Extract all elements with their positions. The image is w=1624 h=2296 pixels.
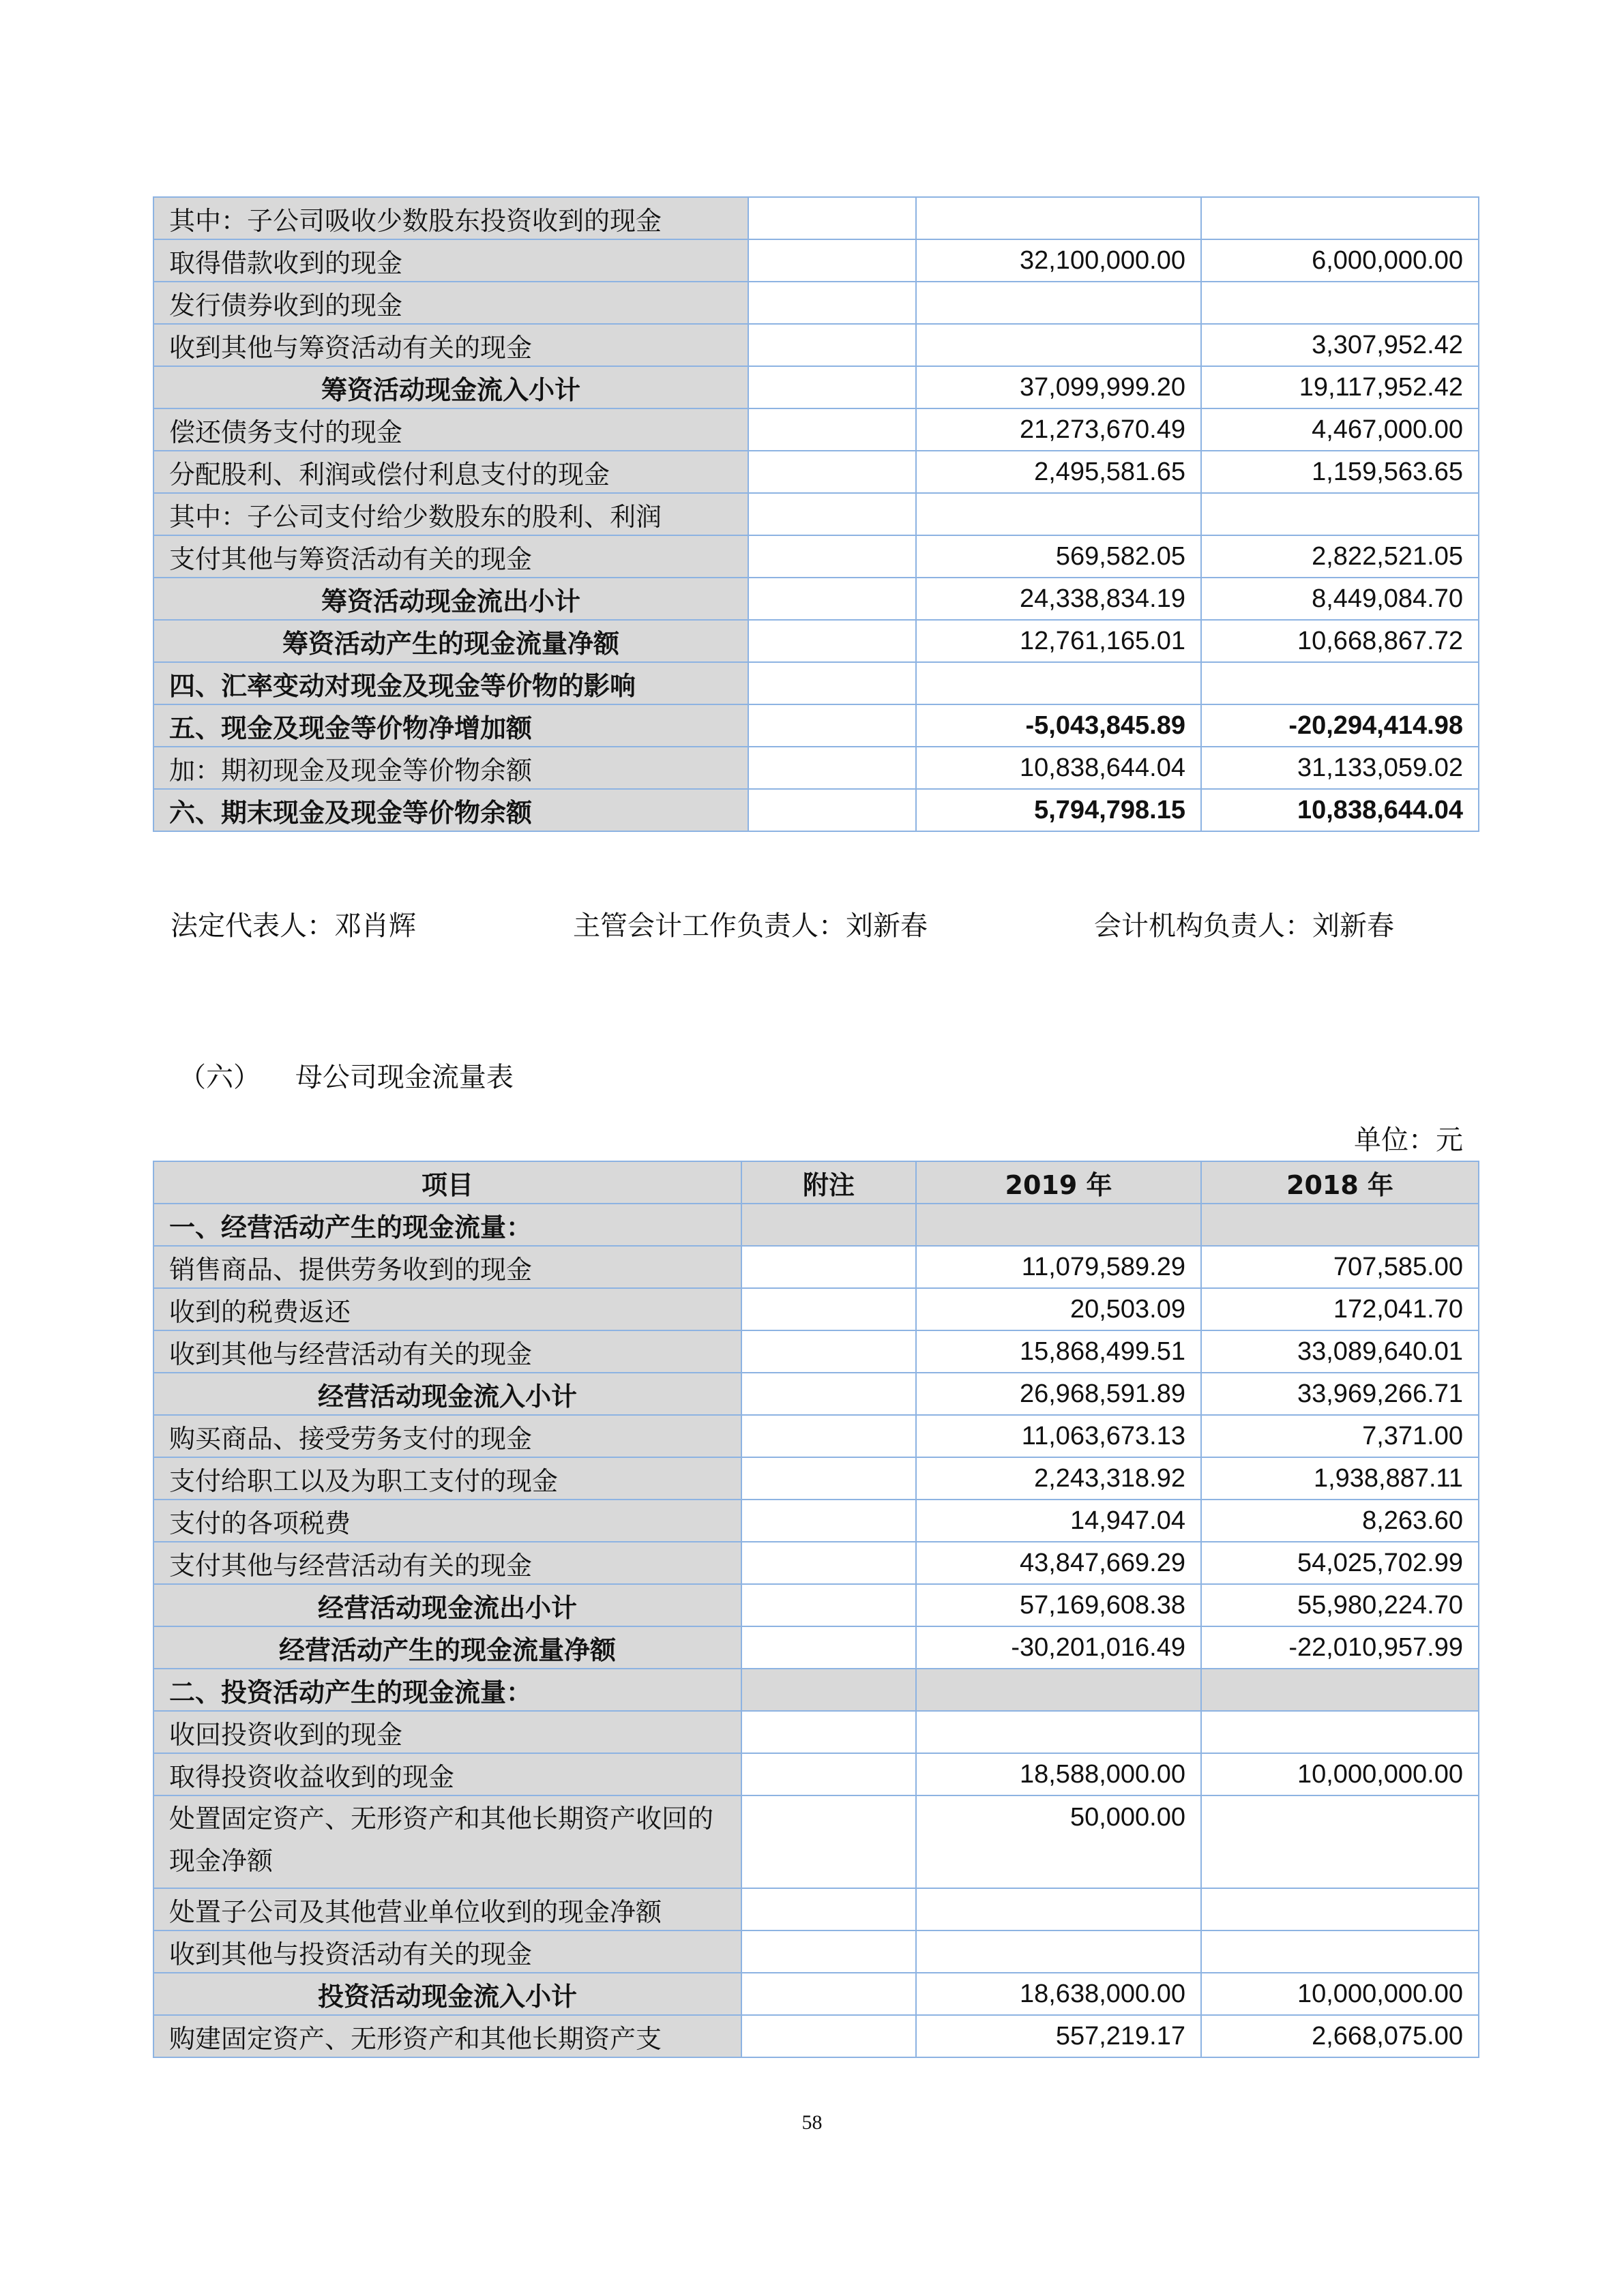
row-label: 一、经营活动产生的现金流量： xyxy=(153,1204,741,1246)
value-2019: -30,201,016.49 xyxy=(916,1626,1201,1669)
table-row xyxy=(153,366,1479,408)
table-row xyxy=(153,1973,1479,2015)
row-label: 取得投资收益收到的现金 xyxy=(153,1753,741,1795)
row-label: 偿还债务支付的现金 xyxy=(153,408,748,451)
value-2018: 10,668,867.72 xyxy=(1201,620,1479,662)
row-label: 购建固定资产、无形资产和其他长期资产支 xyxy=(153,2015,741,2057)
value-2018 xyxy=(1201,1204,1479,1246)
table-row xyxy=(153,1500,1479,1542)
row-note xyxy=(748,620,916,662)
row-note xyxy=(741,1669,916,1711)
value-2018: 6,000,000.00 xyxy=(1201,239,1479,282)
row-label: 四、汇率变动对现金及现金等价物的影响 xyxy=(153,662,748,704)
table-row xyxy=(153,282,1479,324)
table-row xyxy=(153,1204,1479,1246)
value-2018: 10,000,000.00 xyxy=(1201,1973,1479,2015)
value-2019: -5,043,845.89 xyxy=(916,704,1201,747)
value-2019: 557,219.17 xyxy=(916,2015,1201,2057)
row-note xyxy=(741,1888,916,1930)
value-2018 xyxy=(1201,1930,1479,1973)
table-row xyxy=(153,239,1479,282)
row-label: 支付其他与经营活动有关的现金 xyxy=(153,1542,741,1584)
financing-cash-flow-table xyxy=(153,196,1479,832)
value-2018: 707,585.00 xyxy=(1201,1246,1479,1288)
row-label: 五、现金及现金等价物净增加额 xyxy=(153,704,748,747)
table-row xyxy=(153,1711,1479,1753)
value-2018: 10,000,000.00 xyxy=(1201,1753,1479,1795)
legal-representative: 法定代表人：邓肖辉 xyxy=(171,910,416,942)
table-row xyxy=(153,1288,1479,1330)
row-note xyxy=(741,1246,916,1288)
row-label: 筹资活动现金流出小计 xyxy=(153,578,748,620)
value-2019 xyxy=(916,324,1201,366)
row-note xyxy=(741,1626,916,1669)
value-2019: 12,761,165.01 xyxy=(916,620,1201,662)
value-2018 xyxy=(1201,282,1479,324)
value-2019: 37,099,999.20 xyxy=(916,366,1201,408)
row-label: 其中：子公司吸收少数股东投资收到的现金 xyxy=(153,197,748,239)
table-row xyxy=(153,1584,1479,1626)
value-2019 xyxy=(916,282,1201,324)
value-2018 xyxy=(1201,197,1479,239)
value-2019 xyxy=(916,1204,1201,1246)
row-label: 销售商品、提供劳务收到的现金 xyxy=(153,1246,741,1288)
value-2018: 7,371.00 xyxy=(1201,1415,1479,1457)
page-number: 58 xyxy=(801,2111,823,2134)
row-label: 支付给职工以及为职工支付的现金 xyxy=(153,1457,741,1500)
value-2019: 2,243,318.92 xyxy=(916,1457,1201,1500)
value-2019: 21,273,670.49 xyxy=(916,408,1201,451)
value-2019: 43,847,669.29 xyxy=(916,1542,1201,1584)
value-2018 xyxy=(1201,662,1479,704)
value-2018: 2,822,521.05 xyxy=(1201,535,1479,578)
row-note xyxy=(741,1288,916,1330)
row-note xyxy=(741,1795,916,1888)
row-label: 处置固定资产、无形资产和其他长期资产收回的现金净额 xyxy=(153,1795,741,1888)
row-label: 收到其他与筹资活动有关的现金 xyxy=(153,324,748,366)
value-2018: -22,010,957.99 xyxy=(1201,1626,1479,1669)
value-2019 xyxy=(916,1930,1201,1973)
value-2018: 19,117,952.42 xyxy=(1201,366,1479,408)
row-note xyxy=(741,1500,916,1542)
table-row xyxy=(153,704,1479,747)
table-row xyxy=(153,1626,1479,1669)
row-note xyxy=(748,747,916,789)
value-2018: 4,467,000.00 xyxy=(1201,408,1479,451)
value-2019: 32,100,000.00 xyxy=(916,239,1201,282)
row-label: 二、投资活动产生的现金流量： xyxy=(153,1669,741,1711)
row-note xyxy=(741,1753,916,1795)
row-note xyxy=(748,324,916,366)
header-item: 项目 xyxy=(153,1161,741,1204)
row-note xyxy=(741,2015,916,2057)
row-label: 经营活动产生的现金流量净额 xyxy=(153,1626,741,1669)
value-2018: 33,089,640.01 xyxy=(1201,1330,1479,1373)
value-2019: 50,000.00 xyxy=(916,1795,1201,1888)
row-label: 发行债券收到的现金 xyxy=(153,282,748,324)
unit-label: 单位：元 xyxy=(1354,1124,1463,1156)
value-2018: 8,449,084.70 xyxy=(1201,578,1479,620)
table-row xyxy=(153,197,1479,239)
value-2018: 3,307,952.42 xyxy=(1201,324,1479,366)
row-note xyxy=(748,493,916,535)
table-row xyxy=(153,662,1479,704)
value-2018: 10,838,644.04 xyxy=(1201,789,1479,831)
table-row xyxy=(153,1457,1479,1500)
value-2019: 11,063,673.13 xyxy=(916,1415,1201,1457)
table-row xyxy=(153,1330,1479,1373)
row-label: 收到其他与经营活动有关的现金 xyxy=(153,1330,741,1373)
row-note xyxy=(748,239,916,282)
value-2019: 569,582.05 xyxy=(916,535,1201,578)
row-note xyxy=(741,1330,916,1373)
table-row xyxy=(153,1930,1479,1973)
table-row xyxy=(153,578,1479,620)
value-2019 xyxy=(916,197,1201,239)
value-2018: 8,263.60 xyxy=(1201,1500,1479,1542)
table-row xyxy=(153,451,1479,493)
table-row xyxy=(153,1795,1479,1888)
row-label: 收到其他与投资活动有关的现金 xyxy=(153,1930,741,1973)
accounting-head: 主管会计工作负责人：刘新春 xyxy=(573,910,928,942)
value-2018: 2,668,075.00 xyxy=(1201,2015,1479,2057)
value-2019 xyxy=(916,1711,1201,1753)
value-2019 xyxy=(916,1669,1201,1711)
row-label: 取得借款收到的现金 xyxy=(153,239,748,282)
row-label: 加：期初现金及现金等价物余额 xyxy=(153,747,748,789)
accounting-org-head: 会计机构负责人：刘新春 xyxy=(1094,910,1394,942)
row-label: 经营活动现金流入小计 xyxy=(153,1373,741,1415)
value-2018: 1,159,563.65 xyxy=(1201,451,1479,493)
table-row xyxy=(153,493,1479,535)
row-note xyxy=(748,408,916,451)
row-note xyxy=(748,451,916,493)
header-note: 附注 xyxy=(741,1161,916,1204)
row-label: 收回投资收到的现金 xyxy=(153,1711,741,1753)
table-row xyxy=(153,1246,1479,1288)
value-2019: 14,947.04 xyxy=(916,1500,1201,1542)
header-2019: 2019 年 xyxy=(916,1161,1201,1204)
row-label: 经营活动现金流出小计 xyxy=(153,1584,741,1626)
row-label: 筹资活动产生的现金流量净额 xyxy=(153,620,748,662)
row-note xyxy=(748,662,916,704)
value-2018: 55,980,224.70 xyxy=(1201,1584,1479,1626)
row-note xyxy=(748,789,916,831)
table-row xyxy=(153,535,1479,578)
table-row xyxy=(153,1753,1479,1795)
table-row xyxy=(153,1542,1479,1584)
value-2019: 18,588,000.00 xyxy=(916,1753,1201,1795)
row-label: 支付其他与筹资活动有关的现金 xyxy=(153,535,748,578)
value-2019: 57,169,608.38 xyxy=(916,1584,1201,1626)
row-note xyxy=(741,1584,916,1626)
table-header-row xyxy=(153,1161,1479,1204)
row-note xyxy=(741,1457,916,1500)
table-row xyxy=(153,1888,1479,1930)
row-label: 筹资活动现金流入小计 xyxy=(153,366,748,408)
row-note xyxy=(748,535,916,578)
value-2019: 5,794,798.15 xyxy=(916,789,1201,831)
value-2018: 1,938,887.11 xyxy=(1201,1457,1479,1500)
table-row xyxy=(153,324,1479,366)
row-label: 购买商品、接受劳务支付的现金 xyxy=(153,1415,741,1457)
value-2018 xyxy=(1201,1711,1479,1753)
value-2019: 10,838,644.04 xyxy=(916,747,1201,789)
value-2019: 20,503.09 xyxy=(916,1288,1201,1330)
row-label: 分配股利、利润或偿付利息支付的现金 xyxy=(153,451,748,493)
value-2018 xyxy=(1201,1795,1479,1888)
row-note xyxy=(748,282,916,324)
value-2018 xyxy=(1201,1888,1479,1930)
table-row xyxy=(153,789,1479,831)
row-note xyxy=(748,704,916,747)
row-note xyxy=(748,197,916,239)
row-note xyxy=(741,1711,916,1753)
table-row xyxy=(153,408,1479,451)
row-note xyxy=(741,1373,916,1415)
table-row xyxy=(153,620,1479,662)
table-row xyxy=(153,1415,1479,1457)
value-2019: 11,079,589.29 xyxy=(916,1246,1201,1288)
value-2018: 33,969,266.71 xyxy=(1201,1373,1479,1415)
table-row xyxy=(153,2015,1479,2057)
value-2018: 31,133,059.02 xyxy=(1201,747,1479,789)
value-2018 xyxy=(1201,1669,1479,1711)
row-note xyxy=(748,366,916,408)
row-note xyxy=(741,1542,916,1584)
row-label: 其中：子公司支付给少数股东的股利、利润 xyxy=(153,493,748,535)
value-2019: 2,495,581.65 xyxy=(916,451,1201,493)
table-row xyxy=(153,1373,1479,1415)
row-note xyxy=(741,1930,916,1973)
row-label: 收到的税费返还 xyxy=(153,1288,741,1330)
row-label: 六、期末现金及现金等价物余额 xyxy=(153,789,748,831)
section-title: （六） 母公司现金流量表 xyxy=(179,1062,514,1093)
value-2019: 26,968,591.89 xyxy=(916,1373,1201,1415)
value-2018: 54,025,702.99 xyxy=(1201,1542,1479,1584)
row-note xyxy=(741,1204,916,1246)
value-2018: -20,294,414.98 xyxy=(1201,704,1479,747)
value-2019: 24,338,834.19 xyxy=(916,578,1201,620)
value-2019 xyxy=(916,493,1201,535)
row-label: 投资活动现金流入小计 xyxy=(153,1973,741,2015)
value-2018 xyxy=(1201,493,1479,535)
value-2019: 15,868,499.51 xyxy=(916,1330,1201,1373)
header-2018: 2018 年 xyxy=(1201,1161,1479,1204)
table-row xyxy=(153,747,1479,789)
row-label: 支付的各项税费 xyxy=(153,1500,741,1542)
row-note xyxy=(741,1415,916,1457)
row-note xyxy=(741,1973,916,2015)
value-2019 xyxy=(916,662,1201,704)
value-2019: 18,638,000.00 xyxy=(916,1973,1201,2015)
row-note xyxy=(748,578,916,620)
value-2019 xyxy=(916,1888,1201,1930)
table-row xyxy=(153,1669,1479,1711)
row-label: 处置子公司及其他营业单位收到的现金净额 xyxy=(153,1888,741,1930)
parent-cash-flow-table xyxy=(153,1161,1479,2058)
value-2018: 172,041.70 xyxy=(1201,1288,1479,1330)
